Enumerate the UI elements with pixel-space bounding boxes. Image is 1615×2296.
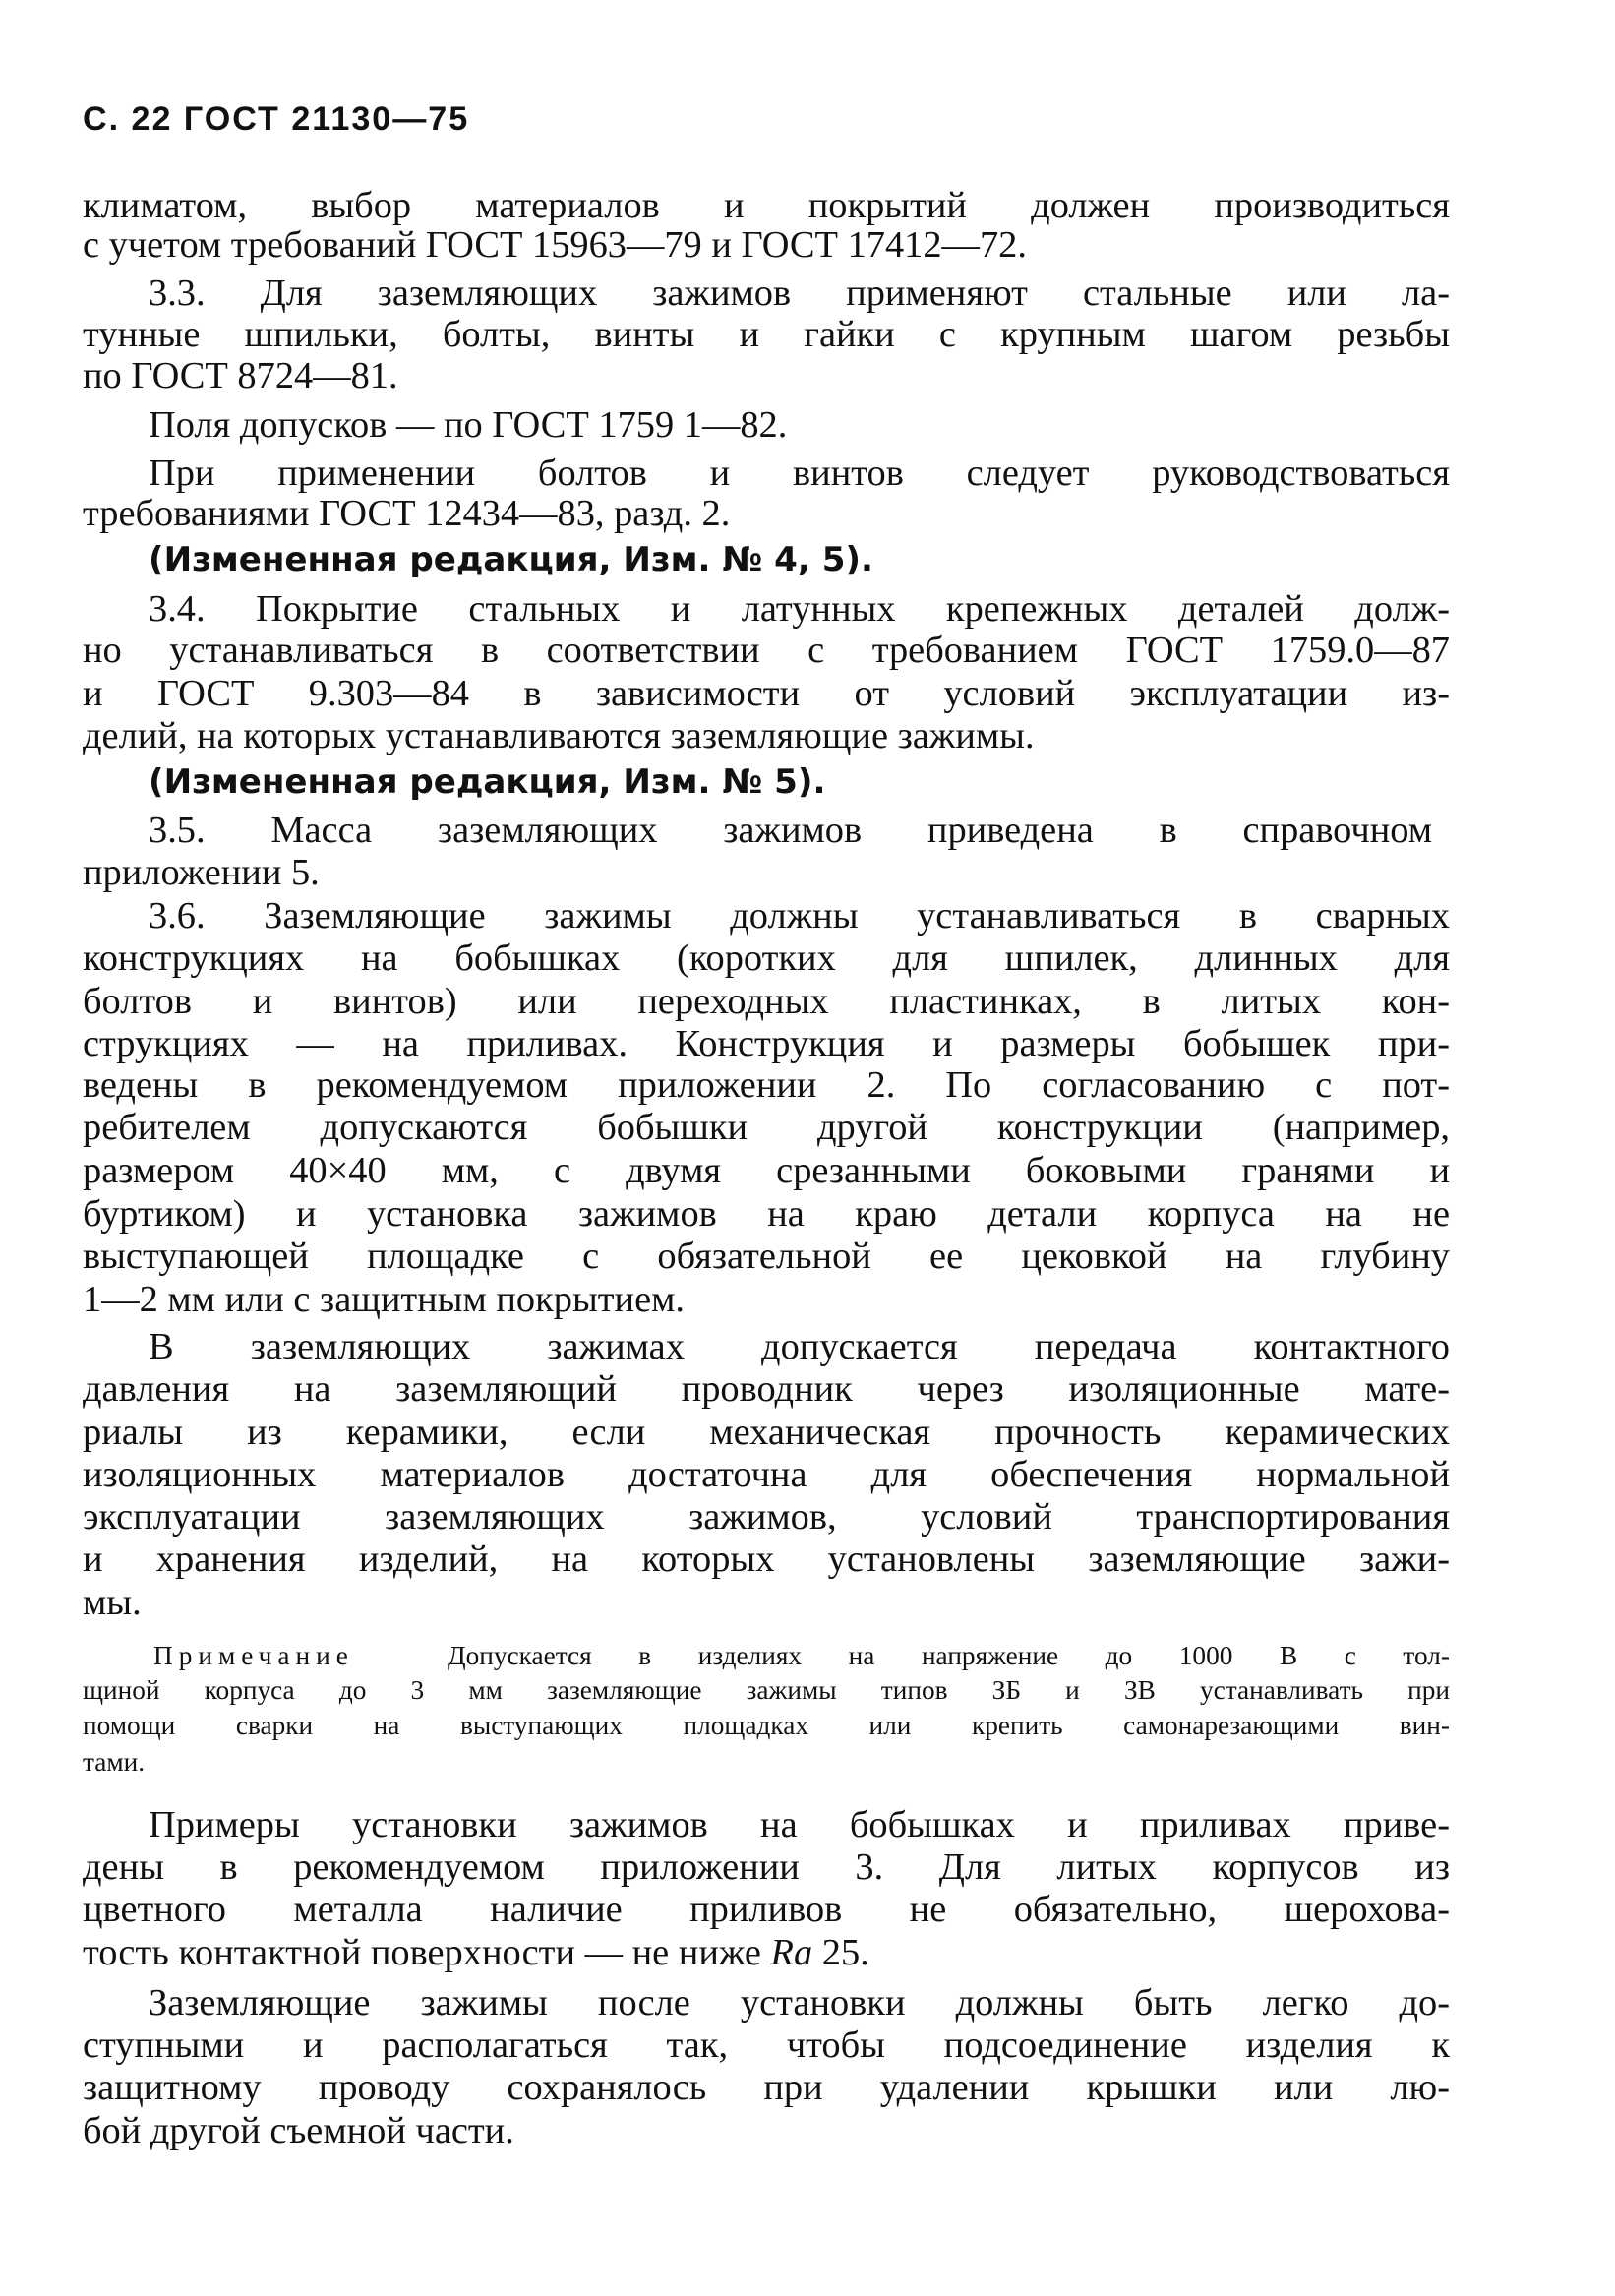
text-line: риалы из керамики, если механическая прочность керамических — [83, 1412, 1450, 1453]
text-line: буртиком) и установка зажимов на краю детали корпуса на не — [83, 1193, 1450, 1235]
note-line: щиной корпуса до 3 мм заземляющие зажимы типов ЗБ и ЗВ устанавливать при — [83, 1675, 1450, 1705]
text-line: тунные шпильки, болты, винты и гайки с крупным шагом резьбы — [83, 314, 1450, 355]
text-line: бой другой съемной части. — [83, 2110, 514, 2151]
note-line: тами. — [83, 1747, 146, 1777]
text-line: ступными и располагаться так, чтобы подсоединение изделия к — [83, 2024, 1450, 2066]
text-line: с учетом требований ГОСТ 15963—79 и ГОСТ 17412—72. — [83, 224, 1027, 266]
text-line: цветного металла наличие приливов не обязательно, шерохова- — [83, 1889, 1450, 1930]
text-run: тость контактной поверхности — не ниже — [83, 1932, 771, 1973]
text-line: климатом, выбор материалов и покрытий должен производиться — [83, 185, 1450, 226]
text-line: делий, на которых устанавливаются заземляющие зажимы. — [83, 715, 1035, 756]
text-line: При применении болтов и винтов следует руководствоваться — [149, 453, 1450, 494]
clause-3-3: 3.3. Для заземляющих зажимов применяют стальные или ла- — [149, 272, 1450, 314]
clause-3-6: 3.6. Заземляющие зажимы должны устанавливаться в сварных — [149, 895, 1450, 937]
text-line: Примеры установки зажимов на бобышках и приливах приве- — [149, 1804, 1450, 1845]
clause-3-4: 3.4. Покрытие стальных и латунных крепежных деталей долж- — [149, 588, 1450, 630]
note-label: Примечание — [153, 1641, 354, 1670]
text-line: и хранения изделий, на которых установлены заземляющие зажи- — [83, 1539, 1450, 1580]
text-line — [83, 1934, 869, 1971]
text-line: размером 40×40 мм, с двумя срезанными боковыми гранями и — [83, 1150, 1450, 1191]
text-line: приложении 5. — [83, 852, 320, 893]
text-line: ведены в рекомендуемом приложении 2. По согласованию с пот- — [83, 1064, 1450, 1106]
text-line: 1—2 мм или с защитным покрытием. — [83, 1279, 686, 1320]
text-line: Поля допусков — по ГОСТ 1759 1—82. — [149, 404, 788, 446]
text-line: и ГОСТ 9.303—84 в зависимости от условий эксплуатации из- — [83, 673, 1450, 714]
text-line: но устанавливаться в соответствии с требованием ГОСТ 1759.0—87 — [83, 630, 1450, 671]
note-line: помощи сварки на выступающих площадках или крепить самонарезающими вин- — [83, 1711, 1450, 1740]
text-line: давления на заземляющий проводник через изоляционные мате- — [83, 1368, 1450, 1410]
text-line: требованиями ГОСТ 12434—83, разд. 2. — [83, 493, 731, 534]
note-line — [153, 1643, 1450, 1669]
text-line: струкциях — на приливах. Конструкция и размеры бобышек при- — [83, 1023, 1450, 1064]
text-line: болтов и винтов) или переходных пластинках, в литых кон- — [83, 981, 1450, 1022]
revision-note: (Измененная редакция, Изм. № 4, 5). — [149, 540, 873, 579]
text-line: конструкциях на бобышках (коротких для шпилек, длинных для — [83, 937, 1450, 979]
text-run: 25. — [812, 1932, 869, 1973]
text-line: изоляционных материалов достаточна для обеспечения нормальной — [83, 1454, 1450, 1495]
text-line: Заземляющие зажимы после установки должны быть легко до- — [149, 1982, 1450, 2024]
page-header: С. 22 ГОСТ 21130—75 — [83, 100, 470, 138]
text-line: эксплуатации заземляющих зажимов, условий транспортирования — [83, 1496, 1450, 1538]
text-line: мы. — [83, 1582, 142, 1623]
revision-note: (Измененная редакция, Изм. № 5). — [149, 762, 826, 802]
text-line: выступающей площадке с обязательной ее цековкой на глубину — [83, 1236, 1450, 1277]
text-line: дены в рекомендуемом приложении 3. Для литых корпусов из — [83, 1846, 1450, 1888]
text-line: ребителем допускаются бобышки другой конструкции (например, — [83, 1107, 1450, 1148]
text-line: защитному проводу сохранялось при удалении крышки или лю- — [83, 2067, 1450, 2108]
text-line: В заземляющих зажимах допускается передача контактного — [149, 1326, 1450, 1367]
note-text: Допускается в изделиях на напряжение до 1000 В с тол- — [448, 1641, 1450, 1670]
clause-3-5: 3.5. Масса заземляющих зажимов приведена в справочном — [149, 810, 1432, 851]
ra-symbol: Ra — [770, 1932, 813, 1973]
text-line: по ГОСТ 8724—81. — [83, 355, 398, 396]
